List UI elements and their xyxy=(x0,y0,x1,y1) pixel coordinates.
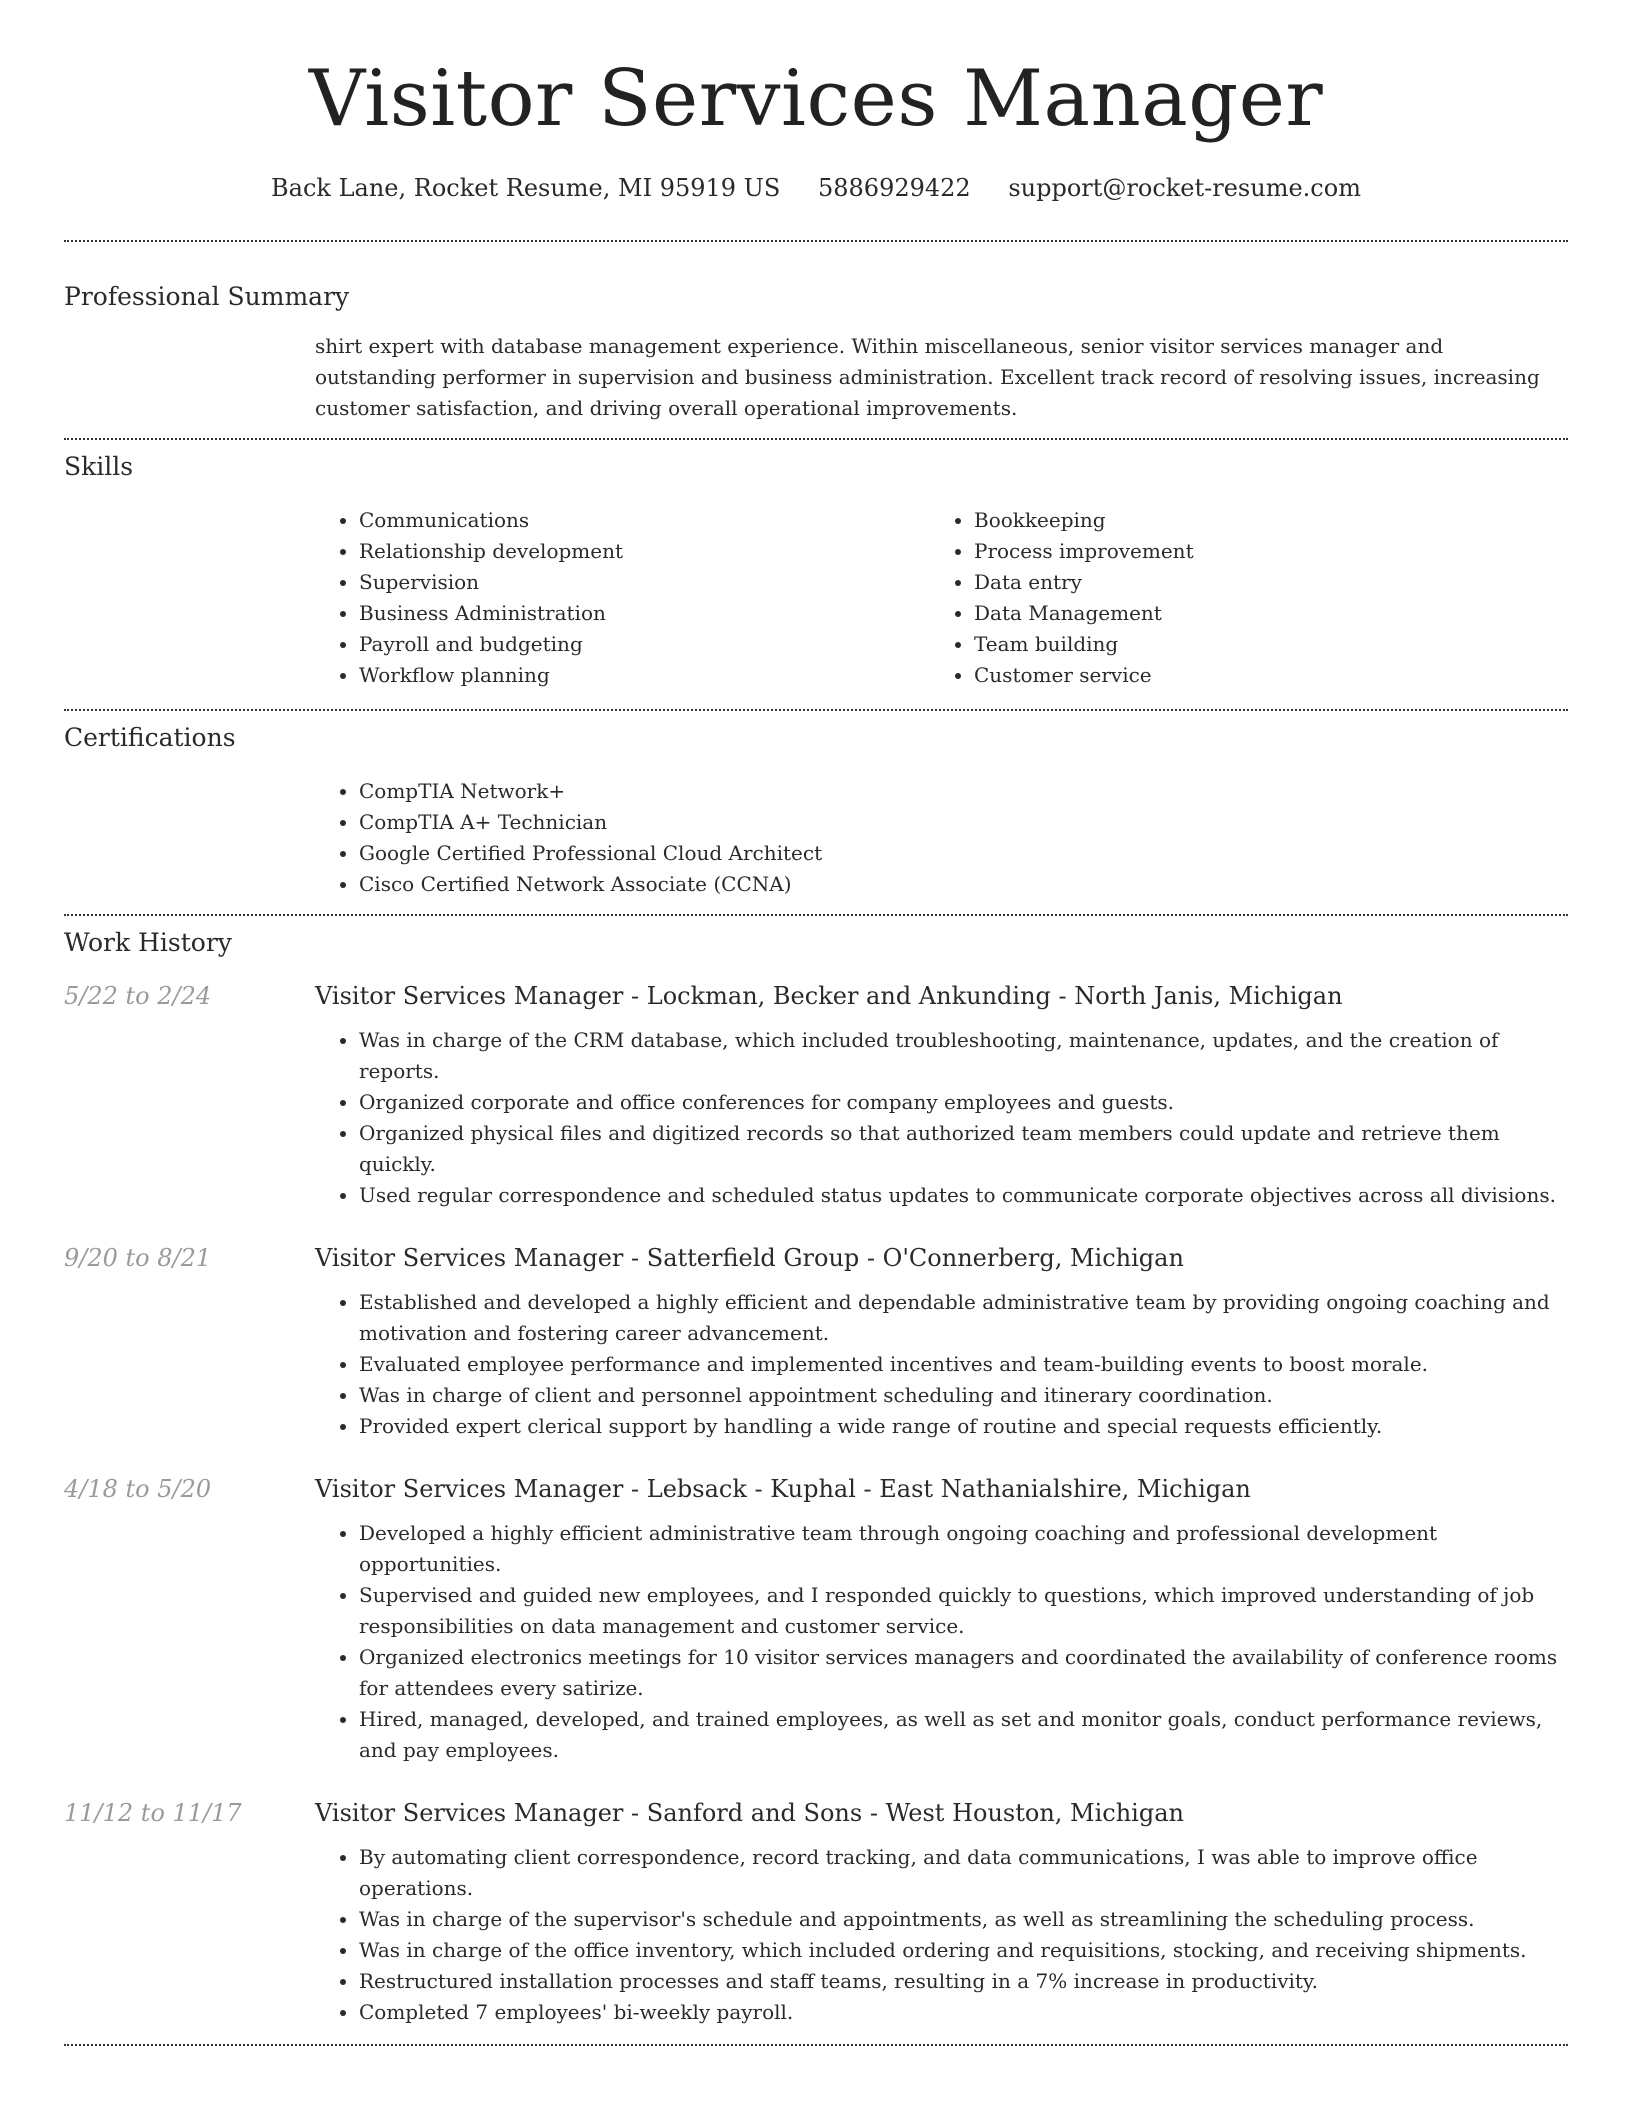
job-dates: 11/12 to 11/17 xyxy=(64,1799,242,1827)
skill-item: • Bookkeeping xyxy=(974,505,1545,536)
certification-item: • CompTIA A+ Technician xyxy=(359,807,1568,838)
skill-item: • Supervision xyxy=(359,567,930,598)
job-bullet: • Was in charge of the CRM database, which included troubleshooting, maintenance, updates, and the creation of reports. xyxy=(359,1025,1568,1087)
job-bullet: • Was in charge of the supervisor's schedule and appointments, as well as streamlining the scheduling process. xyxy=(359,1904,1568,1935)
divider xyxy=(64,240,1568,242)
contact-email: support@rocket-resume.com xyxy=(1008,174,1361,202)
skills-title: Skills xyxy=(64,452,134,481)
skills-column-right xyxy=(930,505,1545,691)
summary-section xyxy=(64,282,1568,424)
job-bullet: • Provided expert clerical support by handling a wide range of routine and special requests efficiently. xyxy=(359,1411,1568,1442)
job-bullet: • Hired, managed, developed, and trained employees, as well as set and monitor goals, conduct performance reviews, and pay employees. xyxy=(359,1704,1568,1766)
job-bullet: • Used regular correspondence and scheduled status updates to communicate corporate objectives across all divisions. xyxy=(359,1180,1568,1211)
job-dates: 5/22 to 2/24 xyxy=(64,982,212,1010)
job-entry xyxy=(64,979,1568,1211)
skills-columns xyxy=(315,505,1568,691)
work-history-title: Work History xyxy=(64,928,232,957)
job-title: Visitor Services Manager - Lebsack - Kuphal - East Nathanialshire, Michigan xyxy=(315,1475,1251,1503)
certification-item: • Cisco Certified Network Associate (CCNA) xyxy=(359,869,1568,900)
skill-item: • Process improvement xyxy=(974,536,1545,567)
certifications-section xyxy=(64,723,1568,900)
job-bullet: • Was in charge of the office inventory, which included ordering and requisitions, stocking, and receiving shipments. xyxy=(359,1935,1568,1966)
certifications-list xyxy=(315,776,1568,900)
skill-item: • Communications xyxy=(359,505,930,536)
job-bullet: • Organized corporate and office conferences for company employees and guests. xyxy=(359,1087,1568,1118)
resume-page xyxy=(64,0,1568,2046)
divider xyxy=(64,914,1568,916)
skill-item: • Relationship development xyxy=(359,536,930,567)
certification-item: • Google Certified Professional Cloud Architect xyxy=(359,838,1568,869)
work-history-section xyxy=(64,928,1568,2028)
job-bullet: • Completed 7 employees' bi-weekly payroll. xyxy=(359,1997,1568,2028)
job-bullet: • Organized electronics meetings for 10 visitor services managers and coordinated the availability of conference rooms for attendees every satirize. xyxy=(359,1642,1568,1704)
job-bullet: • Organized physical files and digitized records so that authorized team members could update and retrieve them quickly. xyxy=(359,1118,1568,1180)
job-bullet: • Supervised and guided new employees, and I responded quickly to questions, which improved understanding of job responsibilities on data management and customer service. xyxy=(359,1580,1568,1642)
skills-section xyxy=(64,452,1568,691)
job-bullet: • Developed a highly efficient administrative team through ongoing coaching and professional development opportunities. xyxy=(359,1518,1568,1580)
summary-title: Professional Summary xyxy=(64,282,350,311)
job-dates: 4/18 to 5/20 xyxy=(64,1475,212,1503)
job-bullet: • By automating client correspondence, record tracking, and data communications, I was able to improve office operations. xyxy=(359,1842,1568,1904)
job-dates: 9/20 to 8/21 xyxy=(64,1244,212,1272)
skill-item: • Customer service xyxy=(974,660,1545,691)
job-bullet: • Was in charge of client and personnel appointment scheduling and itinerary coordination. xyxy=(359,1380,1568,1411)
job-title: Visitor Services Manager - Sanford and Sons - West Houston, Michigan xyxy=(315,1799,1184,1827)
contact-line xyxy=(64,174,1568,202)
divider xyxy=(64,709,1568,711)
skill-item: • Team building xyxy=(974,629,1545,660)
job-bullet: • Evaluated employee performance and implemented incentives and team-building events to boost morale. xyxy=(359,1349,1568,1380)
skill-item: • Workflow planning xyxy=(359,660,930,691)
job-title: Visitor Services Manager - Satterfield Group - O'Connerberg, Michigan xyxy=(315,1244,1184,1272)
contact-phone: 5886929422 xyxy=(817,174,971,202)
skill-item: • Payroll and budgeting xyxy=(359,629,930,660)
certification-item: • CompTIA Network+ xyxy=(359,776,1568,807)
job-entry xyxy=(64,1241,1568,1442)
job-bullet: • Restructured installation processes and staff teams, resulting in a 7% increase in productivity. xyxy=(359,1966,1568,1997)
skills-column-left xyxy=(315,505,930,691)
divider xyxy=(64,438,1568,440)
job-entry xyxy=(64,1796,1568,2028)
divider xyxy=(64,2044,1568,2046)
summary-text: shirt expert with database management experience. Within miscellaneous, senior visitor services manager and outstanding performer in supervision and business administration. Excellent track record of resolving issues, increasing customer satisfaction, and driving overall operational improvements. xyxy=(315,334,1540,420)
job-entry xyxy=(64,1472,1568,1766)
job-bullet: • Established and developed a highly efficient and dependable administrative team by providing ongoing coaching and motivation and fostering career advancement. xyxy=(359,1287,1568,1349)
skill-item: • Data Management xyxy=(974,598,1545,629)
contact-address: Back Lane, Rocket Resume, MI 95919 US xyxy=(271,174,781,202)
job-title: Visitor Services Manager - Lockman, Becker and Ankunding - North Janis, Michigan xyxy=(315,982,1343,1010)
skill-item: • Business Administration xyxy=(359,598,930,629)
certifications-title: Certifications xyxy=(64,723,236,752)
skill-item: • Data entry xyxy=(974,567,1545,598)
resume-name: Visitor Services Manager xyxy=(308,54,1324,144)
